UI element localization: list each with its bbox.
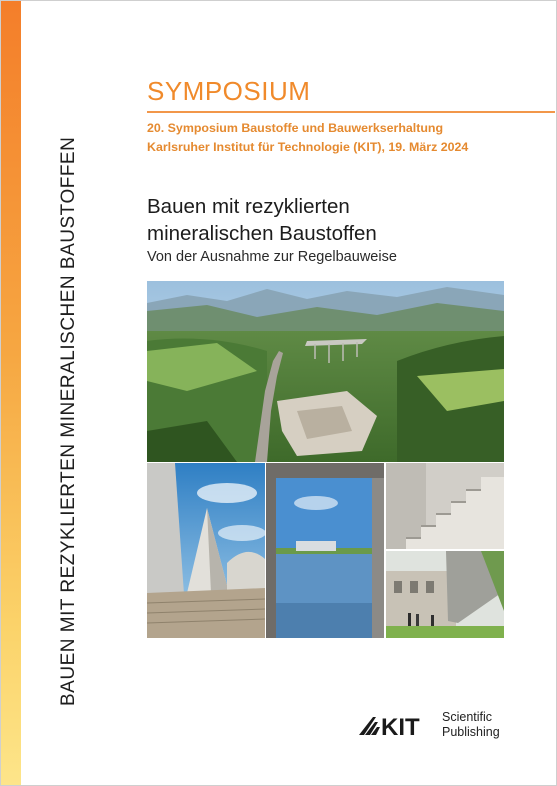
publisher-line2: Publishing <box>442 725 500 739</box>
concrete-stairs-photo <box>386 463 504 549</box>
kit-logo-icon <box>359 713 435 739</box>
book-title <box>147 193 517 247</box>
aerial-valley-photo <box>147 281 504 462</box>
publisher-name <box>442 710 500 740</box>
header-rule <box>147 111 555 113</box>
series-label: SYMPOSIUM <box>147 76 311 106</box>
book-title-line1: Bauen mit rezyklierten <box>147 195 350 218</box>
concrete-canopy-photo <box>386 551 504 638</box>
book-subtitle: Von der Ausnahme zur Regelbauweise <box>147 249 397 265</box>
concrete-cone-photo <box>147 463 265 638</box>
orange-gradient-stripe <box>1 1 21 785</box>
spine-title: BAUEN MIT REZYKLIERTEN MINERALISCHEN BAUSTOFFEN <box>58 136 79 706</box>
symposium-subtitle-line2: Karlsruher Institut für Technologie (KIT), 19. März 2024 <box>147 140 469 154</box>
reflecting-pool-photo <box>266 463 384 638</box>
kit-scientific-publishing-logo <box>359 707 509 747</box>
kit-logo-text: KIT <box>381 714 420 739</box>
symposium-subtitle-line1: 20. Symposium Baustoffe und Bauwerkserhaltung <box>147 121 444 135</box>
publisher-line1: Scientific <box>442 710 493 724</box>
book-title-line2: mineralischen Baustoffen <box>147 222 377 245</box>
